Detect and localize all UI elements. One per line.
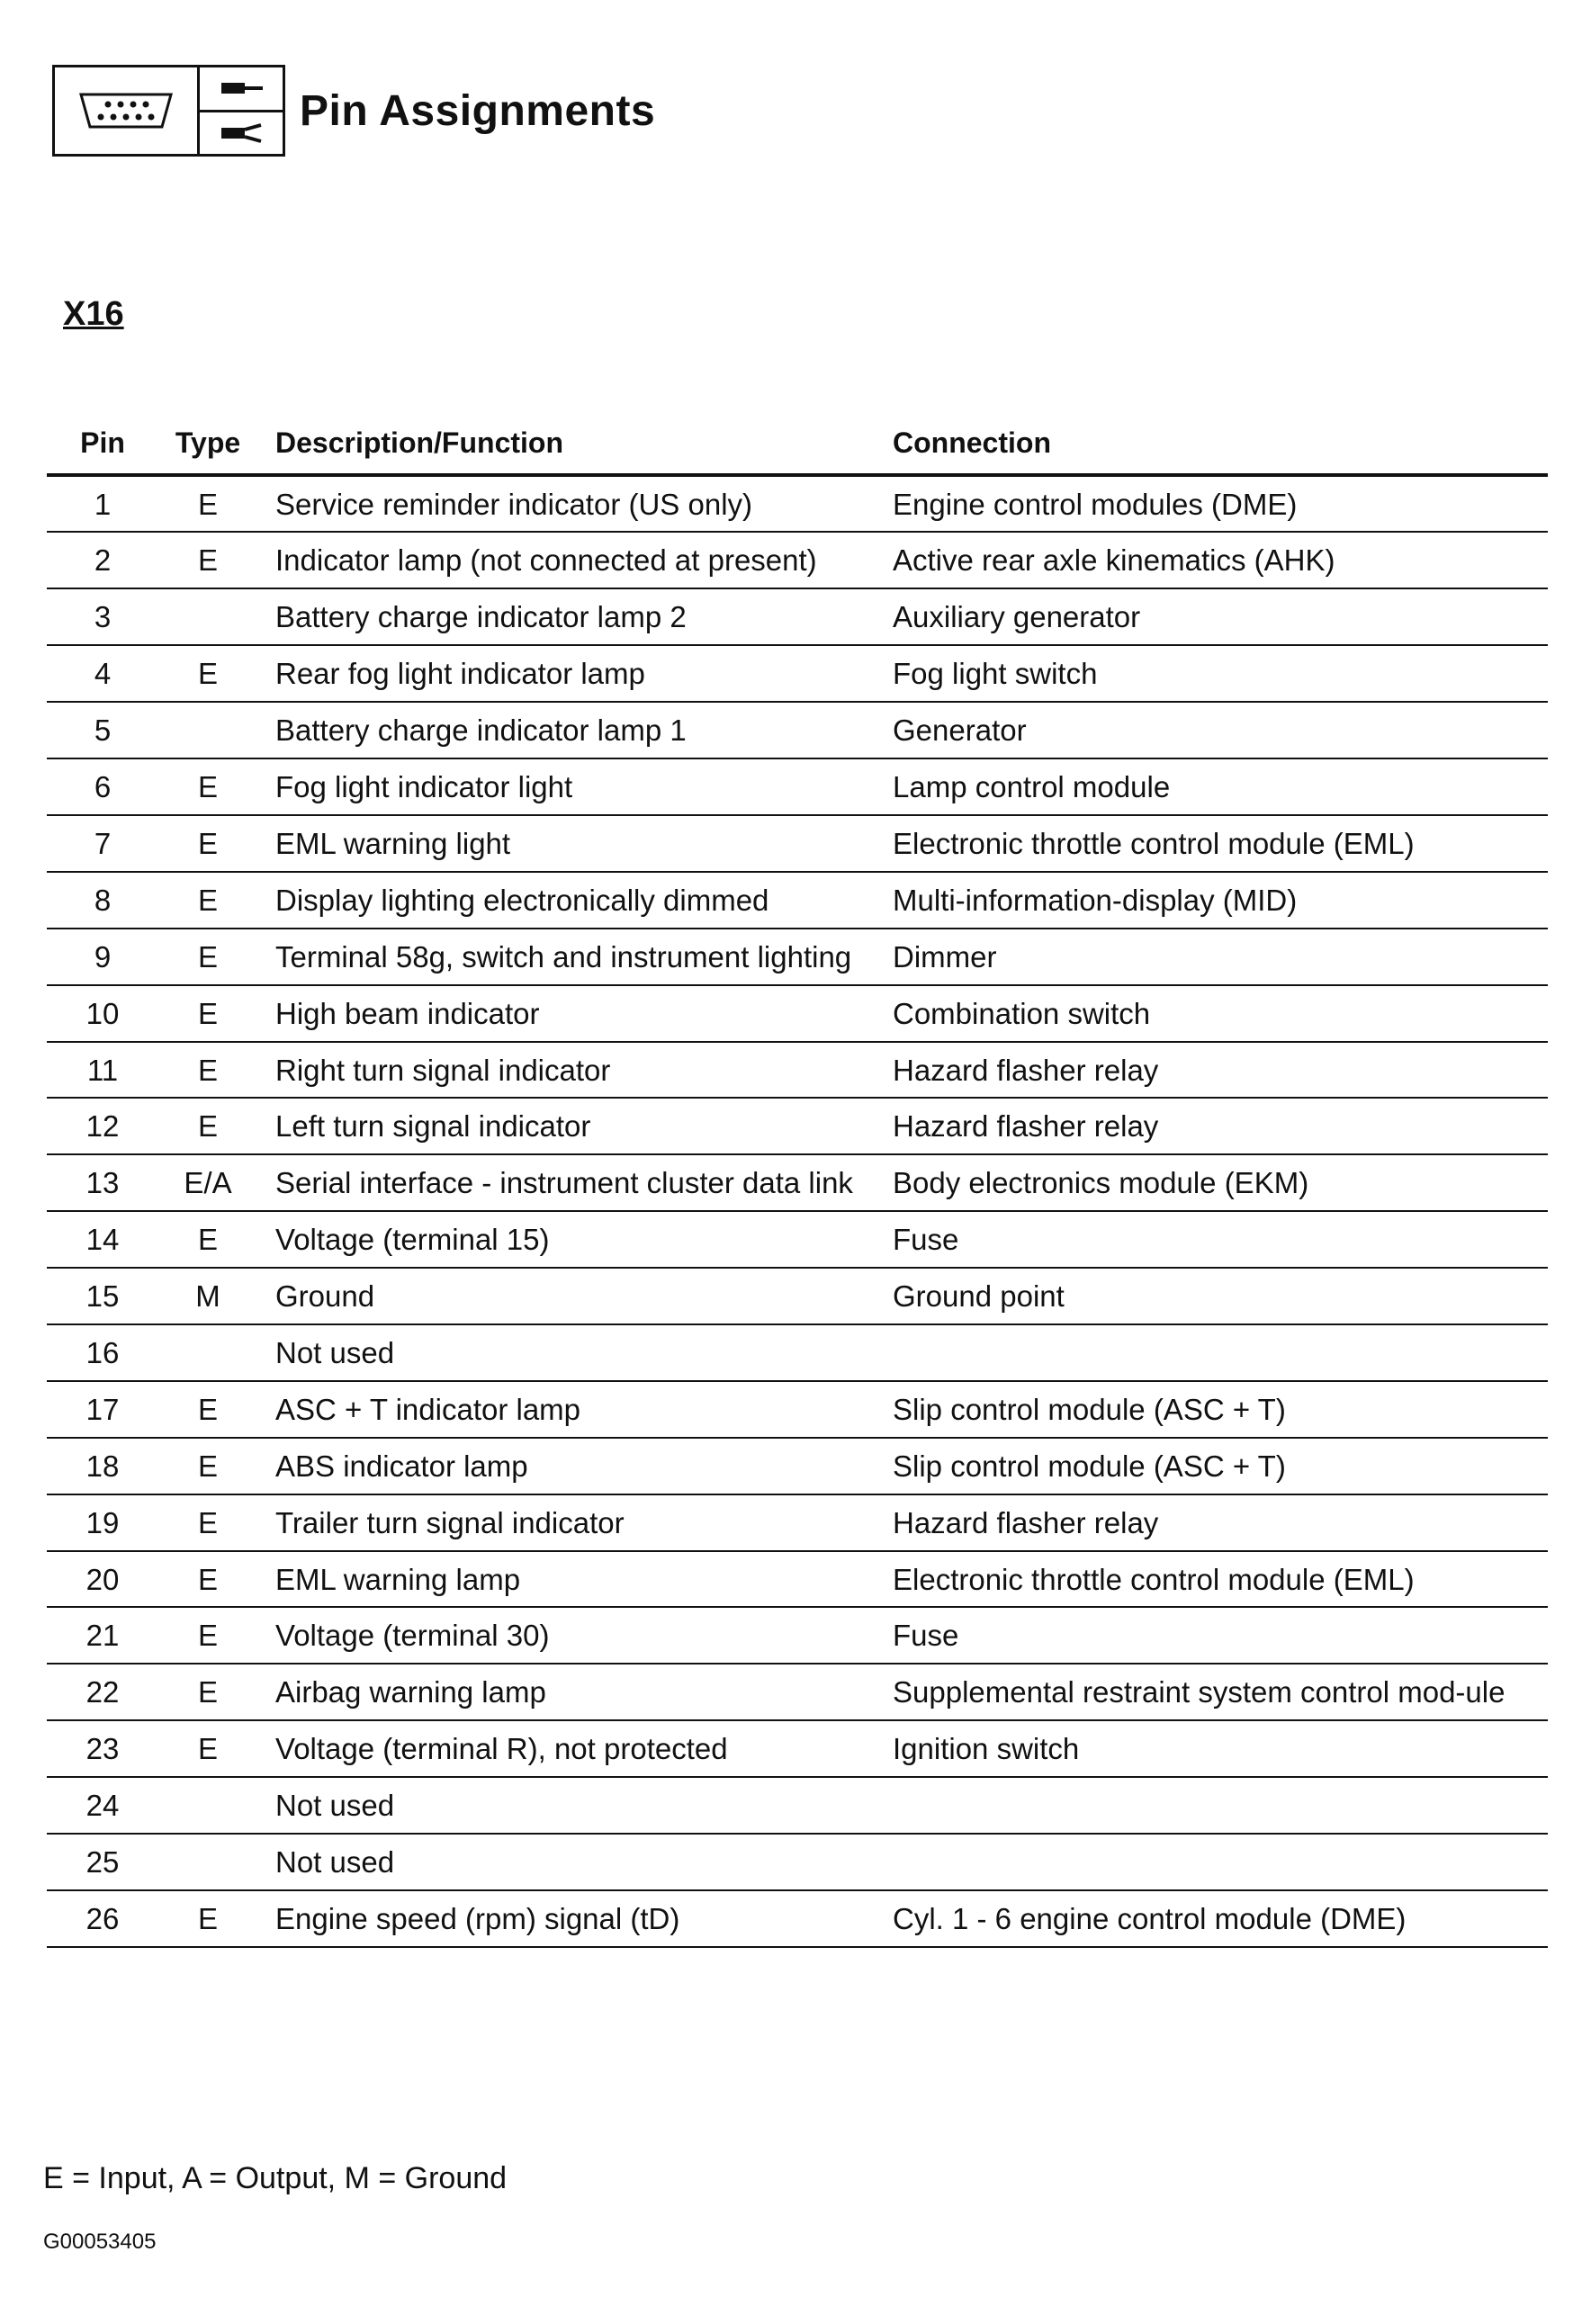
description-cell: EML warning lamp xyxy=(275,1562,521,1596)
description-cell: Terminal 58g, switch and instrument lighting xyxy=(275,939,852,974)
table-row xyxy=(47,1721,1548,1778)
connection-cell: Fog light switch xyxy=(893,657,1098,691)
connection-cell: Hazard flasher relay xyxy=(893,1109,1159,1144)
female-pin-icon xyxy=(200,112,283,155)
connection-cell: Fuse xyxy=(893,1223,959,1257)
type-cell: E xyxy=(197,1901,218,1935)
pin-cell: 16 xyxy=(85,1335,120,1369)
pin-cell: 22 xyxy=(85,1675,120,1709)
connector-id: X16 xyxy=(63,295,124,333)
type-cell: E xyxy=(197,1732,218,1766)
header-icon-box xyxy=(52,65,285,157)
table-row xyxy=(47,646,1548,703)
male-pin-icon xyxy=(200,67,283,112)
pin-cell: 24 xyxy=(85,1789,120,1823)
description-cell: ASC + T indicator lamp xyxy=(275,1392,581,1426)
connection-cell: Body electronics module (EKM) xyxy=(893,1166,1309,1200)
header-pin: Pin xyxy=(80,426,125,459)
type-cell xyxy=(158,703,257,719)
page-header xyxy=(52,65,655,157)
connection-cell: Supplemental restraint system control mod-ule xyxy=(893,1675,1506,1709)
connection-cell: Dimmer xyxy=(893,939,997,974)
table-body xyxy=(47,477,1548,1948)
description-cell: Engine speed (rpm) signal (tD) xyxy=(275,1901,680,1935)
table-row xyxy=(47,1608,1548,1664)
table-row xyxy=(47,1495,1548,1552)
description-cell: Airbag warning lamp xyxy=(275,1675,546,1709)
type-cell: E xyxy=(197,543,218,578)
description-cell: Voltage (terminal 30) xyxy=(275,1619,550,1653)
connection-cell: Slip control module (ASC + T) xyxy=(893,1392,1286,1426)
table-row xyxy=(47,1778,1548,1835)
type-cell: E/A xyxy=(184,1166,232,1200)
pin-cell: 10 xyxy=(85,996,120,1030)
type-cell: E xyxy=(197,883,218,917)
table-row xyxy=(47,1835,1548,1891)
table-row xyxy=(47,873,1548,929)
type-cell: E xyxy=(197,1505,218,1539)
connection-cell: Fuse xyxy=(893,1619,959,1653)
table-row xyxy=(47,1099,1548,1155)
pin-cell: 5 xyxy=(94,713,112,748)
table-row xyxy=(47,1155,1548,1212)
type-cell: E xyxy=(197,1223,218,1257)
description-cell: High beam indicator xyxy=(275,996,540,1030)
connection-cell xyxy=(893,1325,1548,1341)
description-cell: Battery charge indicator lamp 2 xyxy=(275,600,687,634)
connection-cell: Ignition switch xyxy=(893,1732,1080,1766)
pin-table xyxy=(47,425,1548,1948)
table-header xyxy=(47,425,1548,477)
table-row xyxy=(47,703,1548,759)
type-cell: E xyxy=(197,1109,218,1144)
type-cell: E xyxy=(197,657,218,691)
table-row xyxy=(47,589,1548,646)
pin-cell: 2 xyxy=(94,543,112,578)
type-cell: E xyxy=(197,1392,218,1426)
connector-icon xyxy=(55,67,200,154)
pin-cell: 4 xyxy=(94,657,112,691)
pin-cell: 6 xyxy=(94,770,112,804)
type-cell: E xyxy=(197,939,218,974)
pin-cell: 3 xyxy=(94,600,112,634)
table-row xyxy=(47,1382,1548,1439)
connection-cell: Hazard flasher relay xyxy=(893,1053,1159,1087)
connection-cell: Engine control modules (DME) xyxy=(893,487,1298,521)
description-cell: Left turn signal indicator xyxy=(275,1109,591,1144)
pin-cell: 8 xyxy=(94,883,112,917)
connection-cell: Cyl. 1 - 6 engine control module (DME) xyxy=(893,1901,1407,1935)
connection-cell: Ground point xyxy=(893,1279,1065,1314)
description-cell: ABS indicator lamp xyxy=(275,1449,528,1483)
pin-cell: 26 xyxy=(85,1901,120,1935)
table-row xyxy=(47,1043,1548,1099)
table-row xyxy=(47,1439,1548,1495)
pin-cell: 17 xyxy=(85,1392,120,1426)
type-cell: M xyxy=(195,1279,220,1314)
description-cell: Rear fog light indicator lamp xyxy=(275,657,645,691)
table-row xyxy=(47,1269,1548,1325)
description-cell: Fog light indicator light xyxy=(275,770,573,804)
connection-cell xyxy=(893,1835,1548,1851)
description-cell: Right turn signal indicator xyxy=(275,1053,611,1087)
connection-cell: Combination switch xyxy=(893,996,1151,1030)
connection-cell xyxy=(893,1778,1548,1794)
pin-cell: 12 xyxy=(85,1109,120,1144)
pin-terminal-icon xyxy=(200,67,283,154)
description-cell: Voltage (terminal R), not protected xyxy=(275,1732,728,1766)
connection-cell: Electronic throttle control module (EML) xyxy=(893,1562,1415,1596)
connection-cell: Multi-information-display (MID) xyxy=(893,883,1298,917)
connection-cell: Lamp control module xyxy=(893,770,1171,804)
description-cell: Not used xyxy=(275,1844,395,1879)
header-description: Description/Function xyxy=(275,426,563,459)
table-row xyxy=(47,986,1548,1043)
pin-cell: 13 xyxy=(85,1166,120,1200)
description-cell: Indicator lamp (not connected at present) xyxy=(275,543,817,578)
pin-cell: 14 xyxy=(85,1223,120,1257)
type-cell: E xyxy=(197,996,218,1030)
figure-id: G00053405 xyxy=(43,2230,157,2254)
description-cell: Service reminder indicator (US only) xyxy=(275,487,753,521)
pin-cell: 21 xyxy=(85,1619,120,1653)
table-row xyxy=(47,477,1548,534)
connection-cell: Hazard flasher relay xyxy=(893,1505,1159,1539)
table-row xyxy=(47,929,1548,986)
connection-cell: Active rear axle kinematics (AHK) xyxy=(893,543,1335,578)
type-cell: E xyxy=(197,826,218,860)
header-connection: Connection xyxy=(893,426,1051,459)
table-row xyxy=(47,1552,1548,1609)
pin-cell: 19 xyxy=(85,1505,120,1539)
type-cell xyxy=(158,1778,257,1794)
type-cell: E xyxy=(197,1449,218,1483)
connection-cell: Slip control module (ASC + T) xyxy=(893,1449,1286,1483)
type-cell: E xyxy=(197,1619,218,1653)
table-row xyxy=(47,1212,1548,1269)
description-cell: Not used xyxy=(275,1789,395,1823)
pin-cell: 7 xyxy=(94,826,112,860)
description-cell: Display lighting electronically dimmed xyxy=(275,883,769,917)
type-cell: E xyxy=(197,487,218,521)
description-cell: Ground xyxy=(275,1279,375,1314)
header-type: Type xyxy=(175,426,241,459)
pin-cell: 1 xyxy=(94,487,112,521)
table-row xyxy=(47,816,1548,873)
legend: E = Input, A = Output, M = Ground xyxy=(43,2161,508,2195)
page-title: Pin Assignments xyxy=(300,86,656,135)
description-cell: EML warning light xyxy=(275,826,511,860)
description-cell: Trailer turn signal indicator xyxy=(275,1505,625,1539)
pin-cell: 11 xyxy=(86,1053,119,1087)
type-cell: E xyxy=(197,770,218,804)
description-cell: Serial interface - instrument cluster data link xyxy=(275,1166,853,1200)
type-cell xyxy=(158,589,257,606)
connection-cell: Electronic throttle control module (EML) xyxy=(893,826,1415,860)
pin-cell: 23 xyxy=(85,1732,120,1766)
pin-cell: 20 xyxy=(85,1562,120,1596)
type-cell: E xyxy=(197,1562,218,1596)
description-cell: Voltage (terminal 15) xyxy=(275,1223,550,1257)
table-row xyxy=(47,1891,1548,1948)
pin-cell: 15 xyxy=(85,1279,120,1314)
table-row xyxy=(47,1664,1548,1721)
description-cell: Battery charge indicator lamp 1 xyxy=(275,713,687,748)
type-cell: E xyxy=(197,1053,218,1087)
table-row xyxy=(47,533,1548,589)
pin-cell: 18 xyxy=(85,1449,120,1483)
type-cell: E xyxy=(197,1675,218,1709)
description-cell: Not used xyxy=(275,1335,395,1369)
pin-cell: 25 xyxy=(85,1844,120,1879)
connection-cell: Generator xyxy=(893,713,1027,748)
type-cell xyxy=(158,1835,257,1851)
table-row xyxy=(47,1325,1548,1382)
connection-cell: Auxiliary generator xyxy=(893,600,1141,634)
type-cell xyxy=(158,1325,257,1341)
pin-cell: 9 xyxy=(94,939,112,974)
table-row xyxy=(47,759,1548,816)
